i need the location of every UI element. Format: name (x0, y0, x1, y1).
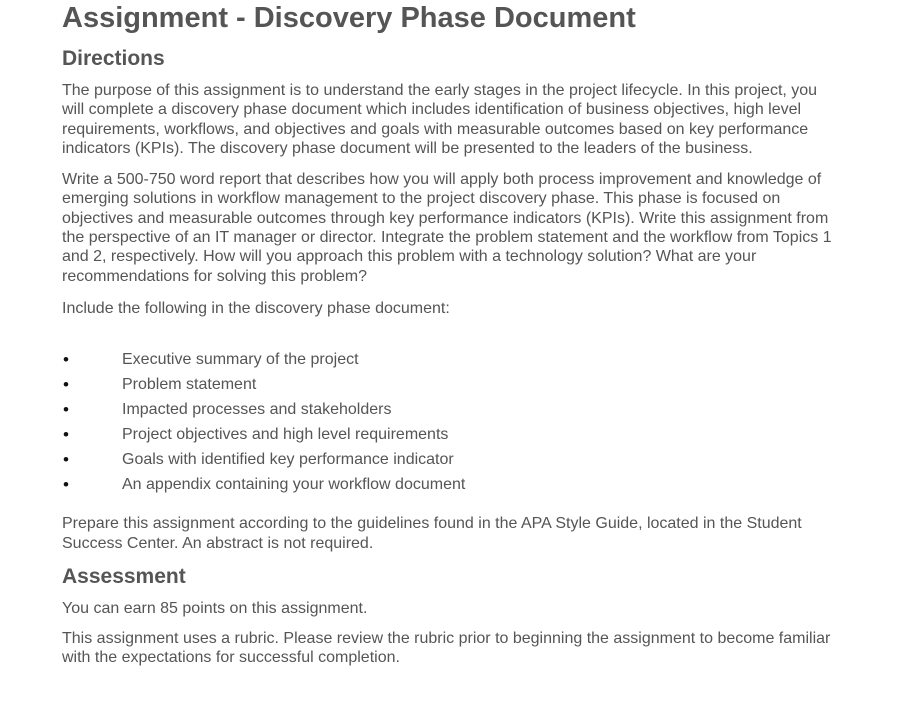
list-item (62, 422, 842, 447)
directions-paragraph-report: Write a 500-750 word report that describes how you will apply both process improvement and knowledge of emerging solutions in workflow management to the project discovery phase. This phase is focused on objectives and measurable outcomes through key performance indicators (KPIs). Write this assignment from the perspective of an IT manager or director. Integrate the problem statement and the workflow from Topics 1 and 2, respectively. How will you approach this problem with a technology solution? What are your recommendations for solving this problem? (62, 171, 832, 285)
list-item-text: Executive summary of the project (122, 351, 359, 369)
list-item-text: Problem statement (122, 376, 257, 394)
assessment-paragraph-points: You can earn 85 points on this assignment. (62, 599, 368, 617)
document-page (62, 0, 842, 668)
directions-heading: Directions (62, 47, 165, 70)
assessment-heading: Assessment (62, 564, 186, 588)
list-item (62, 372, 842, 397)
requirements-list (62, 347, 842, 497)
assessment-paragraph-rubric: This assignment uses a rubric. Please review the rubric prior to beginning the assignment to become familiar with the expectations for successful completion. (62, 630, 831, 667)
list-item (62, 347, 842, 372)
directions-paragraph-include: Include the following in the discovery phase document: (62, 299, 450, 317)
bullet-icon: • (63, 450, 69, 470)
list-item (62, 447, 842, 472)
bullet-icon: • (63, 350, 69, 370)
list-item-text: Project objectives and high level requirements (122, 426, 449, 444)
list-item-text: Impacted processes and stakeholders (122, 401, 392, 419)
list-item-text: Goals with identified key performance indicator (122, 451, 454, 469)
list-item (62, 472, 842, 497)
list-item (62, 397, 842, 422)
directions-paragraph-apa: Prepare this assignment according to the guidelines found in the APA Style Guide, located in the Student Success Center. An abstract is not required. (62, 515, 802, 552)
bullet-icon: • (63, 425, 69, 445)
directions-paragraph-purpose: The purpose of this assignment is to understand the early stages in the project lifecycle. In this project, you will complete a discovery phase document which includes identification of business objectives, high level requirements, workflows, and objectives and goals with measurable outcomes based on key performance indicators (KPIs). The discovery phase document will be presented to the leaders of the business. (62, 82, 818, 157)
bullet-icon: • (63, 375, 69, 395)
page-title: Assignment - Discovery Phase Document (62, 2, 636, 34)
bullet-icon: • (63, 475, 69, 495)
list-item-text: An appendix containing your workflow document (122, 476, 466, 494)
bullet-icon: • (63, 400, 69, 420)
